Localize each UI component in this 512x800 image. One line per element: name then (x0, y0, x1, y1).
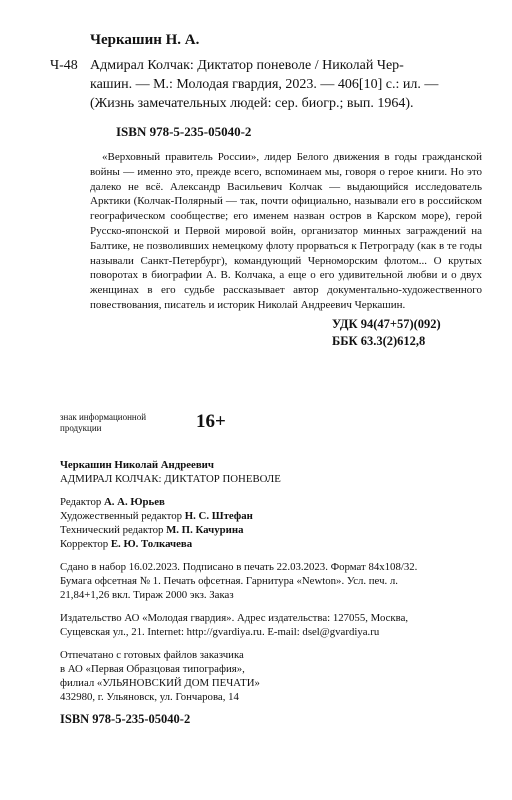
printer-line: Отпечатано с готовых файлов заказчика (60, 649, 244, 661)
colophon-title-block (60, 458, 480, 486)
editor-name: А. А. Юрьев (103, 496, 165, 508)
print-detail-line: Бумага офсетная № 1. Печать офсетная. Гарнитура «Newton». Усл. печ. л. (60, 575, 398, 587)
udk-code: УДК 94(47+57)(092) (332, 317, 441, 331)
editor-role: Корректор (60, 538, 109, 550)
biblio-line: (Жизнь замечательных людей: сер. биогр.; вып. 1964). (90, 96, 414, 111)
editor-name: Е. Ю. Толкачева (110, 538, 193, 550)
colophon-author: Черкашин Николай Андреевич (60, 459, 214, 471)
editor-line (60, 537, 480, 551)
editor-role: Редактор (60, 496, 102, 508)
classification-codes (332, 316, 441, 350)
print-detail-line: 21,84+1,26 вкл. Тираж 2000 экз. Заказ (60, 589, 234, 601)
editor-role: Технический редактор (60, 524, 164, 536)
printer-info (60, 648, 480, 704)
isbn-bottom: ISBN 978-5-235-05040-2 (60, 712, 191, 726)
bbk-code: ББК 63.3(2)612,8 (332, 334, 426, 348)
age-rating-value: 16+ (196, 411, 226, 432)
editor-role: Художественный редактор (60, 510, 183, 522)
colophon-editors (60, 495, 480, 551)
editor-name: Н. С. Штефан (184, 510, 253, 522)
age-rating-label (60, 412, 150, 434)
printer-line: 432980, г. Ульяновск, ул. Гончарова, 14 (60, 691, 239, 703)
printer-line: филиал «УЛЬЯНОВСКИЙ ДОМ ПЕЧАТИ» (60, 677, 260, 689)
publisher-line: Сущевская ул., 21. Internet: http://gvardiya.ru. E-mail: dsel@gvardiya.ru (60, 626, 380, 638)
publisher-info (60, 611, 480, 639)
bibliographic-description (90, 56, 490, 113)
annotation-text: «Верховный правитель России», лидер Белого движения в годы гражданской войны — именно это, прежде всего, вспоминаем мы, говоря о герое книги. Но это далеко не всё. Александр Васильевич Колчак — выдающийся исследователь Арктики (Колчак-Полярный — так, почти официально, называли его в российском географическом сообществе; его именем назван остров в Карском море), герой Русско-японской и Первой мировой войн, организатор минных заграждений на Балтике, не позволивших немецкому флоту прорваться к Петрограду (как в те годы называли Санкт-Петербург), командующий Черноморским флотом... О крутых поворотах в биографии А. В. Колчака, а еще о его удивительной любви и о двух женщинах в его судьбе рассказывает автор документально-художественного повествования, писатель и историк Николай Андреевич Черкашин. (90, 151, 482, 311)
editor-line (60, 509, 480, 523)
age-rating-label-line: знак информационной (60, 412, 147, 422)
biblio-line: кашин. — М.: Молодая гвардия, 2023. — 406[10] с.: ил. — (90, 77, 439, 92)
editor-line (60, 495, 480, 509)
colophon (60, 458, 480, 713)
print-detail-line: Сдано в набор 16.02.2023. Подписано в печать 22.03.2023. Формат 84х108/32. (60, 561, 418, 573)
editor-name: М. П. Качурина (166, 524, 244, 536)
printer-line: в АО «Первая Образцовая типография», (60, 663, 245, 675)
author-heading: Черкашин Н. А. (90, 32, 200, 48)
colophon-title: АДМИРАЛ КОЛЧАК: ДИКТАТОР ПОНЕВОЛЕ (60, 473, 281, 485)
publisher-line: Издательство АО «Молодая гвардия». Адрес издательства: 127055, Москва, (60, 612, 409, 624)
biblio-line: Адмирал Колчак: Диктатор поневоле / Николай Чер- (90, 58, 404, 73)
annotation (90, 150, 482, 313)
print-details (60, 560, 480, 602)
catalog-code: Ч-48 (50, 58, 78, 73)
editor-line (60, 523, 480, 537)
age-rating-label-line: продукции (60, 423, 102, 433)
isbn-top: ISBN 978-5-235-05040-2 (116, 124, 252, 139)
